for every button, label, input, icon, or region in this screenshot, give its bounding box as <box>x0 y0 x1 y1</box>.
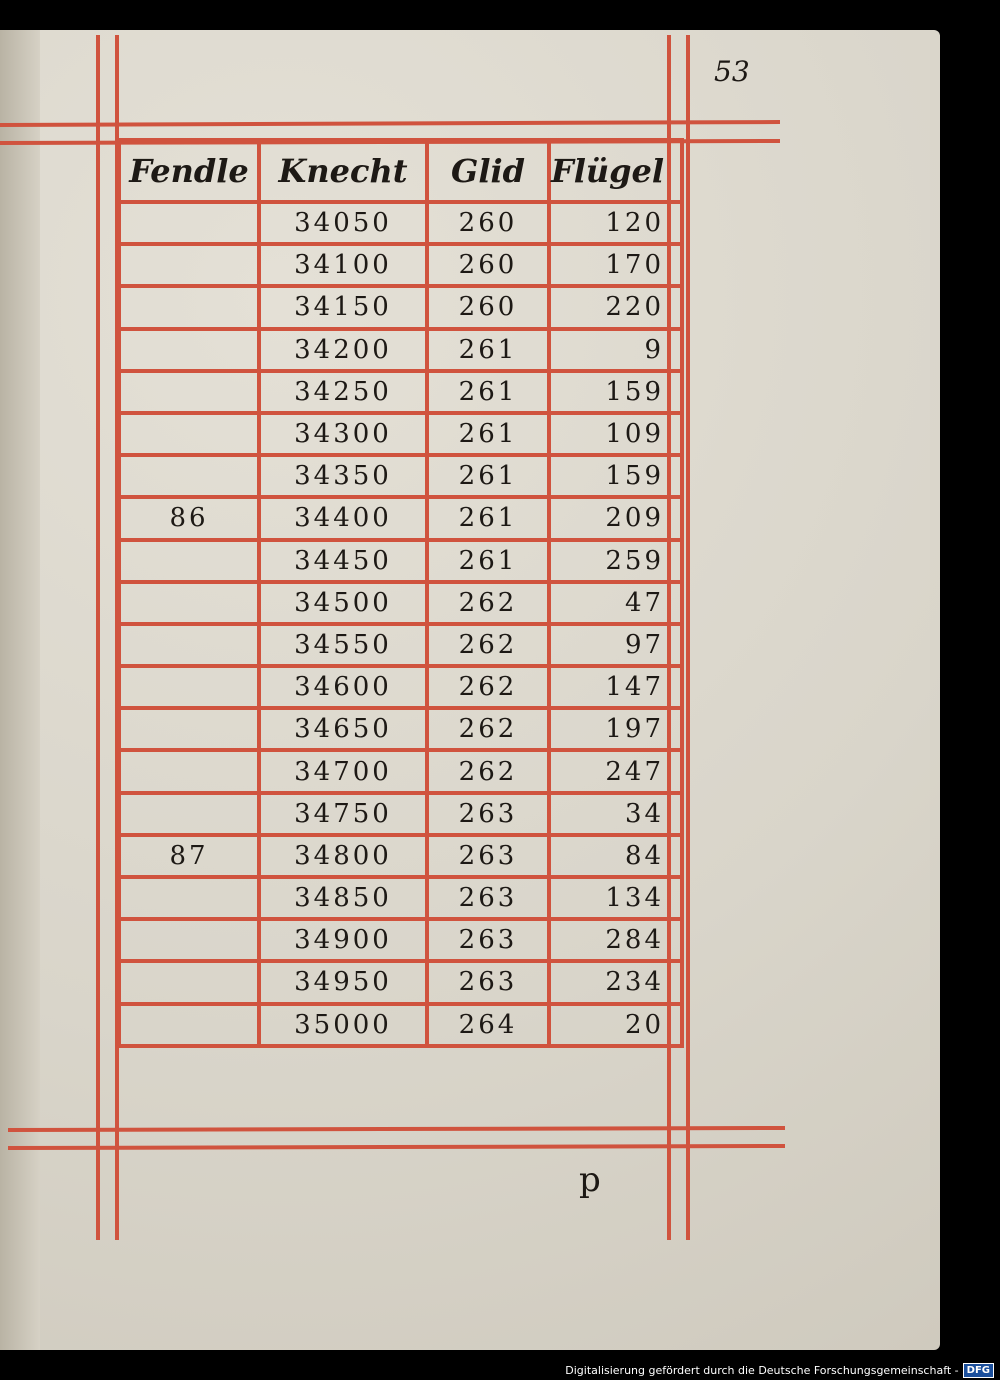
cell-knecht: 34100 <box>259 244 427 286</box>
table-row <box>119 666 682 708</box>
cell-fluegel: 259 <box>549 540 682 582</box>
cell-glid: 262 <box>427 624 549 666</box>
cell-fluegel: 84 <box>549 835 682 877</box>
cell-glid: 263 <box>427 877 549 919</box>
book-page <box>0 30 940 1350</box>
cell-glid: 260 <box>427 286 549 328</box>
cell-fluegel: 109 <box>549 413 682 455</box>
cell-glid: 261 <box>427 329 549 371</box>
cell-fluegel: 20 <box>549 1004 682 1046</box>
cell-fluegel: 159 <box>549 371 682 413</box>
page-number: 53 <box>714 55 750 88</box>
cell-fendle <box>119 540 259 582</box>
cell-glid: 263 <box>427 961 549 1003</box>
cell-fendle <box>119 202 259 244</box>
cell-knecht: 34550 <box>259 624 427 666</box>
cell-fendle: 87 <box>119 835 259 877</box>
header-fendle: Fendle <box>119 140 259 202</box>
table-row <box>119 455 682 497</box>
cell-knecht: 34750 <box>259 793 427 835</box>
cell-fendle <box>119 666 259 708</box>
table-row <box>119 413 682 455</box>
cell-knecht: 34600 <box>259 666 427 708</box>
table-row <box>119 497 682 539</box>
table-row <box>119 371 682 413</box>
cell-glid: 260 <box>427 202 549 244</box>
cell-fluegel: 247 <box>549 750 682 792</box>
cell-fluegel: 97 <box>549 624 682 666</box>
cell-fendle <box>119 455 259 497</box>
table-row <box>119 919 682 961</box>
cell-knecht: 34050 <box>259 202 427 244</box>
cell-knecht: 34250 <box>259 371 427 413</box>
cell-fendle <box>119 329 259 371</box>
table-row <box>119 877 682 919</box>
table-row <box>119 202 682 244</box>
table-row <box>119 286 682 328</box>
header-knecht: Knecht <box>259 140 427 202</box>
cell-knecht: 34850 <box>259 877 427 919</box>
table-row <box>119 1004 682 1046</box>
table-row <box>119 793 682 835</box>
table-row <box>119 244 682 286</box>
cell-glid: 263 <box>427 793 549 835</box>
cell-fendle <box>119 371 259 413</box>
table-row <box>119 750 682 792</box>
cell-fluegel: 134 <box>549 877 682 919</box>
cell-glid: 262 <box>427 750 549 792</box>
cell-glid: 261 <box>427 540 549 582</box>
table-row <box>119 329 682 371</box>
table-row <box>119 961 682 1003</box>
cell-fendle <box>119 750 259 792</box>
table-row <box>119 540 682 582</box>
cell-knecht: 35000 <box>259 1004 427 1046</box>
cell-knecht: 34800 <box>259 835 427 877</box>
table-row <box>119 582 682 624</box>
number-table <box>117 138 684 1048</box>
signature-mark: p <box>579 1160 601 1200</box>
cell-glid: 262 <box>427 666 549 708</box>
header-glid: Glid <box>427 140 549 202</box>
cell-glid: 261 <box>427 371 549 413</box>
cell-fendle <box>119 286 259 328</box>
cell-fluegel: 170 <box>549 244 682 286</box>
cell-fendle <box>119 961 259 1003</box>
cell-glid: 262 <box>427 582 549 624</box>
cell-fluegel: 34 <box>549 793 682 835</box>
cell-fluegel: 284 <box>549 919 682 961</box>
cell-knecht: 34150 <box>259 286 427 328</box>
cell-knecht: 34700 <box>259 750 427 792</box>
cell-fendle <box>119 708 259 750</box>
dfg-logo: DFG <box>963 1363 994 1378</box>
cell-knecht: 34900 <box>259 919 427 961</box>
cell-knecht: 34300 <box>259 413 427 455</box>
cell-knecht: 34450 <box>259 540 427 582</box>
cell-glid: 261 <box>427 497 549 539</box>
cell-fluegel: 9 <box>549 329 682 371</box>
cell-knecht: 34200 <box>259 329 427 371</box>
cell-fluegel: 47 <box>549 582 682 624</box>
cell-glid: 261 <box>427 455 549 497</box>
cell-fluegel: 220 <box>549 286 682 328</box>
cell-fendle <box>119 624 259 666</box>
header-fluegel: Flügel <box>549 140 682 202</box>
cell-fendle <box>119 244 259 286</box>
cell-glid: 263 <box>427 835 549 877</box>
cell-glid: 262 <box>427 708 549 750</box>
table-header-row <box>119 140 682 202</box>
cell-knecht: 34400 <box>259 497 427 539</box>
cell-fendle <box>119 793 259 835</box>
cell-knecht: 34350 <box>259 455 427 497</box>
cell-glid: 264 <box>427 1004 549 1046</box>
digitization-credit <box>565 1363 994 1378</box>
cell-glid: 261 <box>427 413 549 455</box>
cell-knecht: 34500 <box>259 582 427 624</box>
cell-fluegel: 159 <box>549 455 682 497</box>
cell-glid: 260 <box>427 244 549 286</box>
cell-fluegel: 197 <box>549 708 682 750</box>
cell-fendle <box>119 582 259 624</box>
cell-fluegel: 120 <box>549 202 682 244</box>
table-row <box>119 708 682 750</box>
cell-fendle <box>119 413 259 455</box>
cell-fendle <box>119 919 259 961</box>
credit-text: Digitalisierung gefördert durch die Deutsche Forschungsgemeinschaft - <box>565 1364 959 1377</box>
cell-knecht: 34650 <box>259 708 427 750</box>
cell-fluegel: 209 <box>549 497 682 539</box>
cell-glid: 263 <box>427 919 549 961</box>
cell-fluegel: 147 <box>549 666 682 708</box>
cell-fendle <box>119 877 259 919</box>
table-row <box>119 624 682 666</box>
cell-knecht: 34950 <box>259 961 427 1003</box>
cell-fluegel: 234 <box>549 961 682 1003</box>
cell-fendle <box>119 1004 259 1046</box>
table-row <box>119 835 682 877</box>
cell-fendle: 86 <box>119 497 259 539</box>
